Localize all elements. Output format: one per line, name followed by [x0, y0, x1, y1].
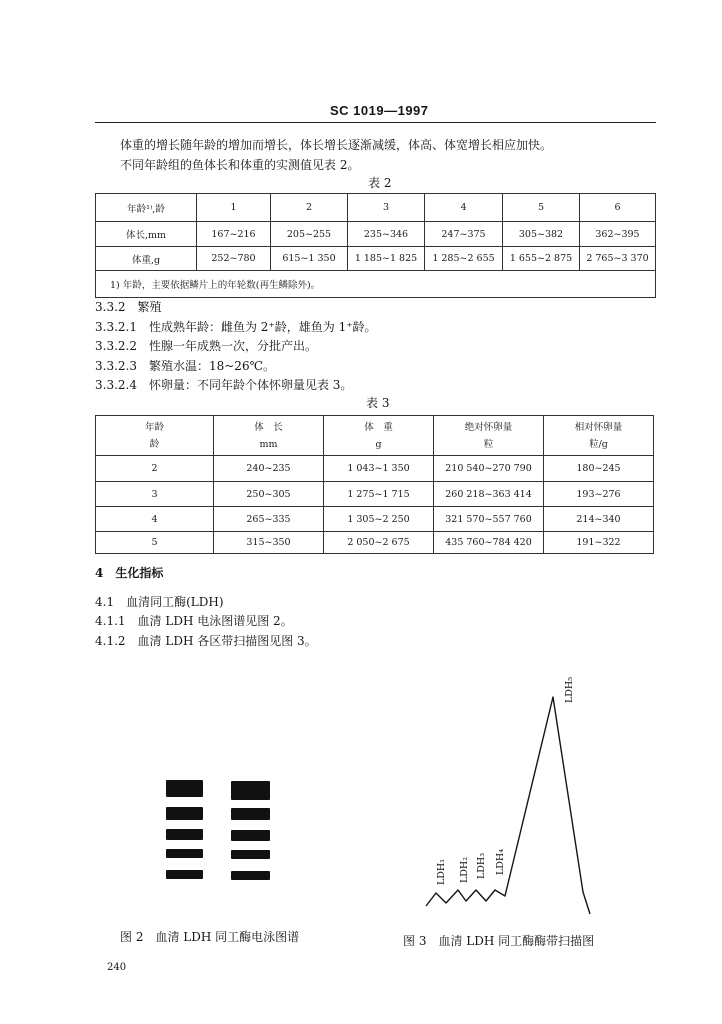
peak-label-ldh5: LDH₅ — [564, 676, 575, 704]
gel-band — [231, 850, 270, 859]
table3-cell: 5 — [96, 532, 214, 554]
table3-cell: 1 275~1 715 — [324, 482, 434, 507]
table3-cell: 1 305~2 250 — [324, 507, 434, 532]
table2-header-cell: 3 — [348, 194, 425, 222]
section-4-1 — [95, 595, 224, 609]
table3-cell: 214~340 — [544, 507, 654, 532]
table3-cell: 250~305 — [214, 482, 324, 507]
table2-header-cell: 1 — [197, 194, 271, 222]
table3-cell: 321 570~557 760 — [434, 507, 544, 532]
section-3-3-2-3 — [95, 359, 275, 373]
figure3-caption: 图 3 血清 LDH 同工酶酶带扫描图 — [403, 934, 595, 948]
intro-line-2: 不同年龄组的鱼体长和体重的实测值见表 2。 — [120, 158, 360, 172]
table3-cell: 210 540~270 790 — [434, 456, 544, 482]
table3-cell: 1 043~1 350 — [324, 456, 434, 482]
header-bottom: mm — [259, 438, 278, 450]
table3-header-cell — [214, 416, 324, 456]
gel-band — [166, 849, 203, 858]
gel-band — [231, 808, 270, 820]
section-4-1-1 — [95, 614, 293, 628]
header-top: 绝对怀卵量 — [464, 421, 513, 433]
peak-label-ldh2: LDH₂ — [459, 856, 470, 884]
table2-cell: 1 185~1 825 — [348, 247, 425, 271]
table3-cell: 193~276 — [544, 482, 654, 507]
gel-band — [166, 829, 203, 840]
peak-label-ldh1: LDH₁ — [436, 858, 447, 886]
table2-caption: 表 2 — [368, 176, 392, 190]
section-3-3-2 — [95, 300, 162, 314]
section-number: 3.3.2.2 — [95, 339, 137, 353]
standard-code: SC 1019—1997 — [330, 103, 429, 118]
table2-cell: 247~375 — [425, 222, 503, 247]
table3-cell: 191~322 — [544, 532, 654, 554]
table2-header-cell: 2 — [271, 194, 348, 222]
table3-row — [96, 456, 654, 482]
table2-cell: 305~382 — [503, 222, 580, 247]
section-text: 性成熟年龄：雌鱼为 2⁺龄，雄鱼为 1⁺龄。 — [148, 320, 377, 334]
figure2-caption: 图 2 血清 LDH 同工酶电泳图谱 — [120, 930, 300, 944]
table3-cell: 240~235 — [214, 456, 324, 482]
scan-curve — [426, 697, 590, 914]
peak-label-ldh3: LDH₃ — [476, 852, 487, 880]
table2-footnote-row — [96, 271, 656, 298]
section-text: 繁殖 — [137, 300, 162, 314]
table2-header-cell: 6 — [580, 194, 656, 222]
table3-header-cell — [96, 416, 214, 456]
table2-cell: 362~395 — [580, 222, 656, 247]
section-text: 怀卵量：不同年龄个体怀卵量见表 3。 — [148, 378, 353, 392]
table3-cell: 2 — [96, 456, 214, 482]
section-number: 3.3.2.4 — [95, 378, 137, 392]
table2-footnote: 1) 年龄，主要依据鳞片上的年轮数(再生鳞除外)。 — [96, 271, 656, 298]
table3-header-row — [96, 416, 654, 456]
section-text: 血清 LDH 电泳图谱见图 2。 — [137, 614, 293, 628]
page-number: 240 — [107, 962, 127, 973]
table3-row — [96, 532, 654, 554]
section-4-heading — [95, 566, 163, 580]
table2-cell: 615~1 350 — [271, 247, 348, 271]
table2-cell: 235~346 — [348, 222, 425, 247]
table3-cell: 315~350 — [214, 532, 324, 554]
table3-row — [96, 482, 654, 507]
table2-cell: 1 285~2 655 — [425, 247, 503, 271]
gel-band — [166, 870, 203, 879]
table2-cell: 体重,g — [96, 247, 197, 271]
table2-cell: 205~255 — [271, 222, 348, 247]
table3-header-cell — [434, 416, 544, 456]
table2-cell: 252~780 — [197, 247, 271, 271]
table2-cell: 2 765~3 370 — [580, 247, 656, 271]
header-bottom: 龄 — [149, 438, 160, 450]
table3-cell: 3 — [96, 482, 214, 507]
table2-row — [96, 222, 656, 247]
section-text: 性腺一年成熟一次，分批产出。 — [148, 339, 317, 353]
table2-cell: 1 655~2 875 — [503, 247, 580, 271]
table3-cell: 2 050~2 675 — [324, 532, 434, 554]
section-number: 3.3.2.3 — [95, 359, 137, 373]
table3-cell: 265~335 — [214, 507, 324, 532]
table3-row — [96, 507, 654, 532]
section-3-3-2-1 — [95, 320, 377, 334]
section-3-3-2-2 — [95, 339, 317, 353]
table3-caption: 表 3 — [366, 396, 390, 410]
gel-band — [231, 781, 270, 800]
figure3-scan — [400, 660, 610, 925]
gel-band — [231, 830, 270, 841]
table2-header-cell: 5 — [503, 194, 580, 222]
table3 — [95, 415, 654, 554]
section-number: 4.1.2 — [95, 634, 126, 648]
table3-cell: 260 218~363 414 — [434, 482, 544, 507]
table2 — [95, 193, 656, 298]
section-text: 生化指标 — [115, 566, 164, 580]
header-top: 年龄 — [144, 421, 164, 433]
table2-cell: 体长,mm — [96, 222, 197, 247]
table3-header-cell — [324, 416, 434, 456]
table2-header-cell: 4 — [425, 194, 503, 222]
intro-line-1: 体重的增长随年龄的增加而增长，体长增长逐渐减缓，体高、体宽增长相应加快。 — [120, 138, 553, 152]
section-number: 4 — [95, 566, 104, 580]
header-bottom: 粒 — [483, 438, 494, 450]
section-4-1-2 — [95, 634, 317, 648]
header-top: 体 重 — [364, 421, 393, 433]
section-3-3-2-4 — [95, 378, 352, 392]
table2-header-cell: 年龄¹⁾,龄 — [96, 194, 197, 222]
section-number: 4.1.1 — [95, 614, 126, 628]
table3-cell: 435 760~784 420 — [434, 532, 544, 554]
header-rule — [95, 122, 656, 123]
table2-cell: 167~216 — [197, 222, 271, 247]
gel-band — [166, 780, 203, 797]
section-text: 繁殖水温：18~26℃。 — [148, 359, 276, 373]
table3-header-cell — [544, 416, 654, 456]
header-top: 相对怀卵量 — [574, 421, 623, 433]
table3-cell: 180~245 — [544, 456, 654, 482]
section-text: 血清 LDH 各区带扫描图见图 3。 — [137, 634, 317, 648]
section-number: 3.3.2.1 — [95, 320, 137, 334]
header-bottom: g — [375, 438, 382, 450]
section-number: 4.1 — [95, 595, 115, 609]
gel-band — [166, 807, 203, 820]
header-bottom: 粒/g — [589, 438, 608, 450]
gel-band — [231, 871, 270, 880]
peak-label-ldh4: LDH₄ — [495, 848, 506, 876]
table3-cell: 4 — [96, 507, 214, 532]
section-number: 3.3.2 — [95, 300, 126, 314]
header-top: 体 长 — [254, 421, 283, 433]
section-text: 血清同工酶(LDH) — [126, 595, 224, 609]
table2-row — [96, 247, 656, 271]
table2-header-row — [96, 194, 656, 222]
